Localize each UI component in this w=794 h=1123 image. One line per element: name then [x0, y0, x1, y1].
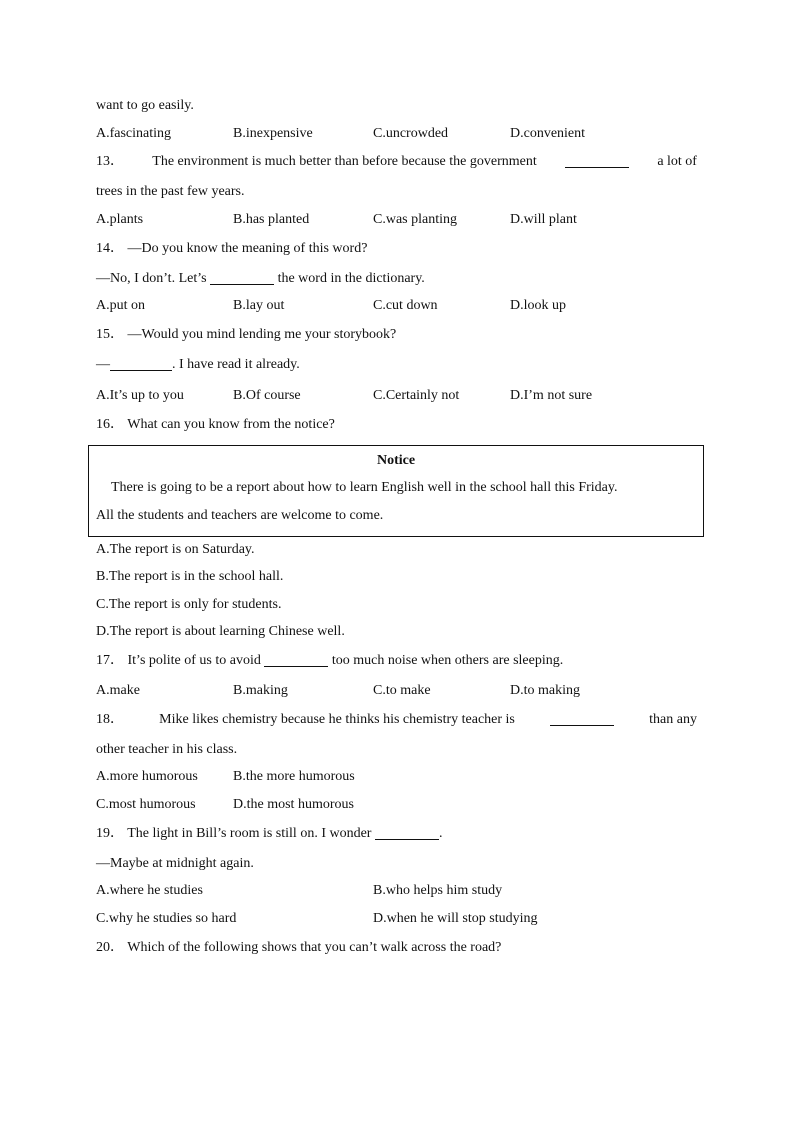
q18-option-a: A.more humorous	[96, 769, 198, 784]
q14-text-3: the word in the dictionary.	[277, 271, 425, 286]
q19-stem	[96, 825, 442, 843]
q17-option-c: C.to make	[373, 683, 431, 698]
q13-blank	[565, 153, 629, 168]
q13-option-a: A.plants	[96, 212, 144, 227]
q14-blank	[210, 270, 274, 285]
q17-option-a: A.make	[96, 683, 140, 698]
q13-option-b: B.has planted	[233, 212, 310, 227]
q13-text: The environment is much better than before because the government	[152, 154, 537, 169]
q15-text-2: . I have read it already.	[172, 357, 300, 372]
q18-option-d: D.the most humorous	[233, 797, 354, 812]
q17-text-2: too much noise when others are sleeping.	[331, 653, 564, 668]
q13-number: 13．	[96, 154, 124, 169]
q16-option-b: B.The report is in the school hall.	[96, 569, 284, 584]
q17-number: 17．	[96, 653, 124, 668]
notice-box	[88, 445, 704, 537]
q17-option-d: D.to making	[510, 683, 580, 698]
q16-text: What can you know from the notice?	[127, 417, 335, 432]
q15-stem-2	[96, 356, 300, 374]
q18-stem	[96, 711, 697, 729]
q16-option-d: D.The report is about learning Chinese well.	[96, 624, 345, 639]
q18-option-b: B.the more humorous	[233, 769, 355, 784]
q14-stem	[96, 240, 367, 258]
q18-stem-2: other teacher in his class.	[96, 742, 238, 757]
q14-text: —Do you know the meaning of this word?	[127, 241, 368, 256]
q15-number: 15．	[96, 327, 124, 342]
q16-number: 16．	[96, 417, 124, 432]
q12-option-a: A.fascinating	[96, 126, 172, 141]
q12-stem-end: want to go easily.	[96, 98, 194, 113]
q15-blank	[110, 356, 172, 371]
q19-text: The light in Bill’s room is still on. I wonder	[127, 826, 372, 841]
q18-text-2: than any	[649, 712, 697, 727]
q15-option-a: A.It’s up to you	[96, 388, 184, 403]
q19-number: 19．	[96, 826, 124, 841]
q13-option-c: C.was planting	[373, 212, 457, 227]
q13-stem-2: trees in the past few years.	[96, 184, 245, 199]
q16-option-c: C.The report is only for students.	[96, 597, 282, 612]
q20-text: Which of the following shows that you can’t walk across the road?	[127, 940, 502, 955]
notice-text-1: There is going to be a report about how to learn English well in the school hall this Friday.	[111, 480, 618, 495]
q14-text-2: —No, I don’t. Let’s	[96, 271, 207, 286]
q19-option-b: B.who helps him study	[373, 883, 503, 898]
q15-text: —Would you mind lending me your storybook?	[127, 327, 397, 342]
q15-dash: —	[96, 357, 110, 372]
q19-option-c: C.why he studies so hard	[96, 911, 237, 926]
q17-option-b: B.making	[233, 683, 288, 698]
q17-stem	[96, 652, 563, 670]
q16-option-a: A.The report is on Saturday.	[96, 542, 255, 557]
q19-option-d: D.when he will stop studying	[373, 911, 538, 926]
q15-option-b: B.Of course	[233, 388, 301, 403]
q14-number: 14．	[96, 241, 124, 256]
q19-stem-2: —Maybe at midnight again.	[96, 856, 254, 871]
q18-blank	[550, 711, 614, 726]
q18-option-c: C.most humorous	[96, 797, 196, 812]
q15-option-d: D.I’m not sure	[510, 388, 593, 403]
q17-blank	[264, 652, 328, 667]
q14-option-c: C.cut down	[373, 298, 438, 313]
q16-stem	[96, 416, 335, 434]
q18-number: 18．	[96, 712, 124, 727]
q20-stem	[96, 939, 501, 957]
q18-text: Mike likes chemistry because he thinks his chemistry teacher is	[159, 712, 515, 727]
q14-stem-2	[96, 270, 425, 288]
q12-option-d: D.convenient	[510, 126, 586, 141]
q19-period: .	[438, 826, 443, 841]
q19-blank	[375, 825, 439, 840]
q13-text-2: a lot of	[657, 154, 697, 169]
q12-option-c: C.uncrowded	[373, 126, 449, 141]
q15-option-c: C.Certainly not	[373, 388, 460, 403]
q17-text: It’s polite of us to avoid	[127, 653, 261, 668]
q12-option-b: B.inexpensive	[233, 126, 313, 141]
q14-option-b: B.lay out	[233, 298, 285, 313]
notice-title: Notice	[376, 453, 416, 468]
notice-line-1	[111, 480, 694, 496]
q20-number: 20．	[96, 940, 124, 955]
q13-stem	[96, 153, 697, 171]
notice-line-2: All the students and teachers are welcome to come.	[96, 508, 384, 523]
q15-stem	[96, 326, 396, 344]
q14-option-a: A.put on	[96, 298, 145, 313]
q19-option-a: A.where he studies	[96, 883, 203, 898]
q13-option-d: D.will plant	[510, 212, 577, 227]
q14-option-d: D.look up	[510, 298, 566, 313]
